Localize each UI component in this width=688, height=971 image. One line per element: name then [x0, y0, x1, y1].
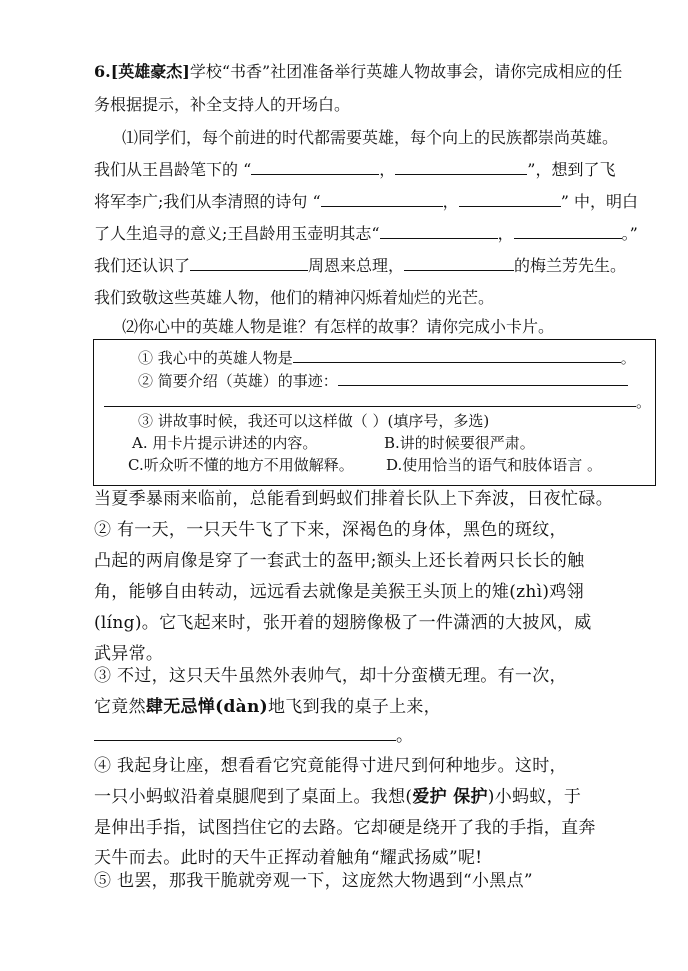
hero-deeds-blank[interactable] — [338, 371, 628, 386]
part1-line-3 — [94, 192, 638, 212]
text: 将军李广;我们从李清照的诗句 “ — [94, 192, 321, 211]
bold-phrase: 肆无忌惮(dàn) — [145, 697, 268, 717]
text: 地飞到我的桌子上来， — [267, 697, 441, 717]
part1-line-6: 我们致敬这些英雄人物，他们的精神闪烁着灿烂的光芒。 — [94, 288, 495, 307]
story-line-14: ⑤ 也罢，那我干脆就旁观一下，这庞然大物遇到“小黑点” — [94, 871, 533, 891]
text: 。 — [396, 726, 414, 746]
part1-line-4 — [94, 224, 638, 244]
story-line-7: ③ 不过，这只天牛虽然外表帅气，却十分蛮横无理。有一次， — [94, 666, 567, 686]
info-card — [93, 339, 656, 486]
part1-line-1: ⑴同学们，每个前进的时代都需要英雄，每个向上的民族都崇尚英雄。 — [122, 128, 619, 147]
question-6-line-1 — [94, 62, 622, 82]
text: )小蚂蚁，于 — [487, 787, 582, 807]
text: ， — [497, 224, 514, 243]
option-c: C.听众听不懂的地方不用做解释。 — [128, 456, 354, 474]
hero-deeds-blank-2[interactable] — [104, 392, 636, 407]
part1-line-5 — [94, 256, 626, 276]
story-line-9 — [94, 725, 413, 747]
story-line-6: 武异常。 — [94, 644, 164, 664]
hero-name-blank[interactable] — [293, 348, 621, 363]
story-line-1: 当夏季暴雨来临前，总能看到蚂蚁们排着长队上下奔波，日夜忙碌。 — [94, 489, 613, 509]
text: 它竟然 — [94, 697, 146, 717]
text: 。” — [621, 224, 638, 243]
answer-blank[interactable] — [514, 224, 622, 239]
question-tag: [英雄豪杰] — [110, 62, 190, 81]
story-line-13: 天牛而去。此时的天牛正挥动着触角“耀武扬威”呢! — [94, 848, 483, 868]
card-item-3: ③ 讲故事时候，我还可以这样做（ ）(填序号，多选) — [138, 412, 490, 430]
story-line-12: 是伸出手指，试图挡住它的去路。它却硬是绕开了我的手指，直奔 — [94, 818, 596, 838]
card-item-1 — [138, 348, 636, 368]
text: ， — [379, 160, 396, 179]
text: ， — [442, 192, 459, 211]
answer-blank[interactable] — [395, 160, 527, 175]
answer-blank[interactable] — [380, 224, 498, 239]
option-a: A. 用卡片提示讲述的内容。 — [132, 434, 318, 452]
answer-blank[interactable] — [321, 192, 443, 207]
question-intro-2: 务根据提示，补全支持人的开场白。 — [94, 95, 351, 114]
story-line-11 — [94, 786, 581, 808]
answer-blank[interactable] — [251, 160, 379, 175]
option-d: D.使用恰当的语气和肢体语言 。 — [386, 456, 603, 474]
text: ② 简要介绍（英雄）的事迹： — [138, 372, 338, 390]
card-item-2-continued — [104, 392, 651, 412]
story-line-10: ④ 我起身让座，想看看它究竟能得寸进尺到何种地步。这时， — [94, 756, 567, 776]
story-line-8 — [94, 696, 441, 718]
option-b: B.讲的时候要很严肃。 — [384, 434, 535, 452]
story-answer-blank[interactable] — [94, 726, 396, 741]
text: 。 — [620, 349, 636, 367]
card-item-2 — [138, 371, 628, 391]
story-line-5: (líng)。它飞起来时，张开着的翅膀像极了一件潇洒的大披风，威 — [94, 613, 592, 633]
part1-line-2 — [94, 160, 615, 180]
story-line-4: 角，能够自由转动，远远看去就像是美猴王头顶上的雉(zhì)鸡翎 — [94, 582, 584, 602]
text: 一只小蚂蚁沿着桌腿爬到了桌面上。我想( — [94, 787, 413, 807]
answer-blank[interactable] — [459, 192, 561, 207]
story-line-3: 凸起的两肩像是穿了一套武士的盔甲;额头上还长着两只长长的触 — [94, 551, 585, 571]
text: ” 中，明白 — [560, 192, 638, 211]
text: ”，想到了飞 — [527, 160, 616, 179]
text: 周恩来总理， — [308, 256, 405, 275]
text: ① 我心中的英雄人物是 — [138, 349, 293, 367]
question-intro-1: 学校“书香”社团准备举行英雄人物故事会，请你完成相应的任 — [189, 62, 623, 81]
text: 的梅兰芳先生。 — [514, 256, 627, 275]
text: 我们从王昌龄笔下的 “ — [94, 160, 252, 179]
part2-prompt: ⑵你心中的英雄人物是谁？有怎样的故事？请你完成小卡片。 — [122, 317, 555, 336]
answer-blank[interactable] — [404, 256, 514, 271]
answer-blank[interactable] — [190, 256, 308, 271]
text: 了人生追寻的意义;王昌龄用玉壶明其志“ — [94, 224, 380, 243]
story-line-2: ② 有一天，一只天牛飞了下来，深褐色的身体，黑色的斑纹， — [94, 520, 567, 540]
text: 我们还认识了 — [94, 256, 191, 275]
question-number: 6. — [94, 62, 111, 81]
bold-choice: 爱护 保护 — [412, 787, 488, 807]
text: 。 — [636, 393, 652, 411]
